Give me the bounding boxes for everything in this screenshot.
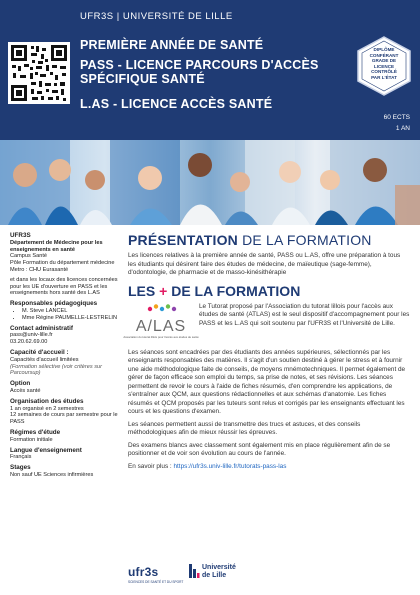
- presentation-heading-bold: PRÉSENTATION: [128, 232, 238, 248]
- tutorat-paragraph: Le Tutorat proposé par l'Association du tutorat lillois pour l'accès aux études de santé (ATLAS) est le seul dispositif d'accompagnement pour les PASS et les L.AS qui soit soutenu par l'UFR3S et l'Université de Lille.: [199, 302, 410, 327]
- badge-line: PAR L'ÉTAT: [371, 74, 397, 80]
- header-banner: [0, 0, 420, 140]
- capacity-title: Capacité d'accueil :: [10, 348, 69, 356]
- ul-line-1: Université: [202, 564, 236, 571]
- ul-line-2: de Lille: [202, 572, 227, 579]
- state-diploma-badge: [355, 35, 413, 97]
- exams-paragraph: Des examens blancs avec classement sont également mis en place régulièrement afin de se positionner et de voir son évolution au cours de l'année.: [128, 441, 391, 457]
- les-plus-heading: [128, 283, 410, 300]
- capacity-note: (Formation sélective (voir critères sur Parcoursup): [10, 363, 103, 377]
- local-info: et dans les locaux des licences concernées pour les UE d'ouverture en PASS et les enseignements hors santé des L.AS: [10, 276, 118, 297]
- info-sidebar: [10, 233, 118, 479]
- title-las: L.AS - LICENCE ACCÈS SANTÉ: [80, 97, 273, 111]
- option: Accès santé: [10, 387, 41, 394]
- badge-text: [355, 47, 413, 81]
- duration-value: 1 AN: [395, 125, 410, 132]
- option-title: Option: [10, 380, 31, 388]
- ufr3s-logo: ufr3s: [128, 565, 159, 579]
- lang: Français: [10, 454, 32, 461]
- stages: Non sauf UE Sciences infirmières: [10, 471, 94, 478]
- pole: Pôle Formation du département médecine: [10, 260, 115, 267]
- lang-title: Langue d'enseignement: [10, 446, 82, 454]
- ufr-name: UFR3S: [10, 232, 31, 239]
- resp-item: • Mme Régine PAUMELLE-LESTRELIN: [22, 315, 118, 322]
- ufr3s-logo-sub: SCIENCES DE SANTÉ ET DU SPORT: [128, 580, 184, 584]
- atlas-row: [123, 302, 410, 345]
- regime: Formation initiale: [10, 436, 53, 443]
- badge-line: GRADE DE: [371, 58, 397, 64]
- qr-code-icon: [8, 42, 70, 104]
- regime-title: Régimes d'étude: [10, 428, 61, 436]
- atlas-logo: [123, 303, 199, 345]
- capacity: Capacités d'accueil limitées: [10, 356, 79, 363]
- presentation-heading-light: DE LA FORMATION: [238, 232, 372, 248]
- department: Département de Médecine pour les enseignements en santé: [10, 239, 103, 253]
- badge-line: DIPLÔME: [373, 47, 395, 52]
- badge-line: CONTRÔLÉ: [371, 69, 397, 75]
- plus-sign: +: [155, 282, 168, 299]
- atlas-logo-text: A/LAS: [135, 317, 187, 335]
- org-1: 1 an organisé en 2 semestres: [10, 405, 84, 412]
- ects-value: 60 ECTS: [383, 114, 410, 121]
- tips-paragraph: Les séances permettent aussi de transmettre des trucs et astuces, et des conseils méthodologiques afin de mieux réussir les épreuves.: [128, 420, 361, 436]
- sessions-paragraph: Les séances sont encadrées par des étudiants des années supérieures, sélectionnés par les enseignants responsables des matières. Il s'agit d'un soutien destiné à gérer le stress et à fournir une aide méthodologique faite de conseils, de moyens mnémotechniques. Il permet également de gérer de façon efficace son emploi du temps, sa prise de notes, et ses révisions. Les séances permettent de revoir le cours à l'aide de fiches résumés, d'en comprendre les applications, de s'entraîner aux QCM, aux questions rédactionnelles et aux schémas d'anatomie. Les fiches résumés et QCM proposés par les tuteurs sont relus et corrigés par les enseignants effectuant les cours et les questions d'examen.: [128, 348, 406, 415]
- students-photo-strip: [0, 140, 420, 225]
- universite-lille-mark-icon: [188, 563, 200, 579]
- atlas-logo-icon: [123, 303, 199, 345]
- main-content: [123, 232, 410, 471]
- presentation-heading: [128, 232, 410, 249]
- badge-line: CONFÉRANT: [369, 52, 399, 58]
- atlas-logo-sub: Association du tutorat lillois pour l'accès aux études de santé: [123, 334, 199, 339]
- contact-phone: 03.20.62.69.00: [10, 339, 48, 346]
- more-info-line: [128, 463, 410, 472]
- org-2: 12 semaines de cours par semestre pour le PASS: [10, 412, 118, 426]
- title-pass: PASS - LICENCE PARCOURS D'ACCÈS SPÉCIFIQUE SANTÉ: [80, 58, 319, 86]
- contact-email[interactable]: pass@univ-lille.fr: [10, 332, 53, 339]
- ects-info: [384, 112, 410, 134]
- stages-title: Stages: [10, 464, 31, 472]
- title-premiere-annee: PREMIÈRE ANNÉE DE SANTÉ: [80, 38, 264, 52]
- les-heading-light: DE LA FORMATION: [167, 282, 301, 299]
- resp-list: [10, 308, 118, 322]
- universite-lille-logo: [202, 564, 236, 580]
- more-info-link[interactable]: https://ufr3s.univ-lille.fr/tutorats-pass-las: [173, 462, 287, 470]
- campus: Campus Santé: [10, 253, 48, 260]
- org-title: Organisation des études: [10, 397, 84, 405]
- resp-item: • M. Steve LANCEL: [22, 308, 118, 315]
- more-info-label: En savoir plus :: [128, 462, 174, 470]
- contact-title: Contact administratif: [10, 324, 73, 332]
- intro-paragraph: Les licences relatives à la première année de santé, PASS ou L.AS, offre une préparation à tous les étudiants qui désirent faire des études de médecine, de maïeutique (sage-femme), d'odontologie, de pharmacie et de masso-kinésithérapie: [128, 252, 401, 276]
- footer-logos: [128, 560, 410, 590]
- university-line: UFR3S | UNIVERSITÉ DE LILLE: [80, 11, 233, 22]
- resp-title: Responsables pédagogiques: [10, 300, 98, 308]
- metro: Metro : CHU Eurasanté: [10, 266, 69, 273]
- les-heading-bold: LES: [128, 282, 156, 299]
- badge-line: LICENCE: [373, 63, 395, 69]
- qr-code[interactable]: [8, 42, 70, 104]
- students-photo-image: [0, 140, 420, 225]
